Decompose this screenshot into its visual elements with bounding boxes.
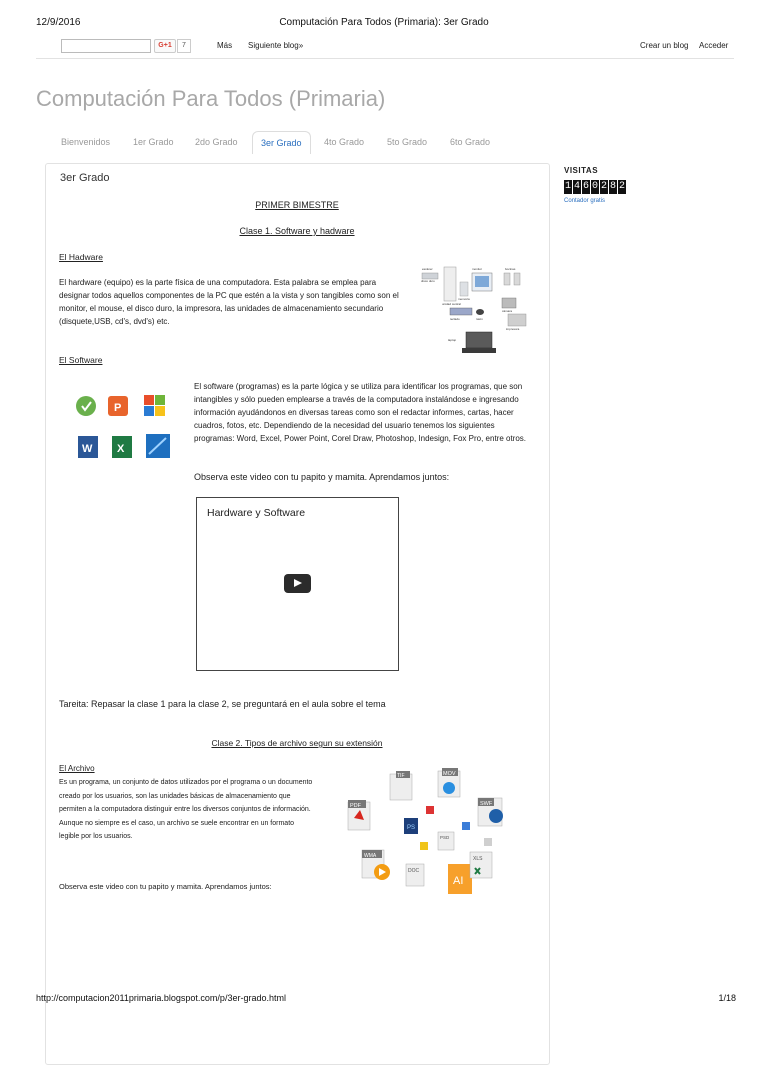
print-title: Computación Para Todos (Primaria): 3er Grado [279, 17, 489, 28]
file-type-doc: DOC [408, 868, 420, 874]
hw-label-speakers: bocinas [505, 267, 516, 271]
svg-text:P: P [114, 402, 122, 414]
tab-5to-grado[interactable]: 5to Grado [387, 137, 428, 147]
clase1-heading: Clase 1. Software y hadware [239, 226, 355, 236]
windows-icon [144, 395, 154, 405]
signin-link[interactable]: Acceder [699, 41, 729, 50]
hw-label-printer: impresora [506, 327, 520, 331]
more-link[interactable]: Más [217, 41, 233, 50]
file-type-psd: PSD [440, 835, 450, 840]
tab-2do-grado[interactable]: 2do Grado [195, 137, 238, 147]
video-intro-text: Observa este video con tu papito y mamita. Aprendamos juntos: [194, 472, 450, 482]
software-paragraph: El software (programas) es la parte lógica y se utiliza para identificar los programas, que son intangibles y sólo pueden emplearse a través de la computadora instalándose e ingresando información ayudándonos en diversas tareas como son el redactar informes, cartas, hacer cuadros, fotos, etc. Dependiendo de la necesidad del usuario tenemos los siguientes programas: Word, Excel, Power Point, Corel Draw, Photoshop, Indesign, Fox Pro, entre otros. [194, 382, 527, 443]
file-types-image [342, 768, 517, 895]
corel-icon [76, 396, 96, 416]
hardware-paragraph: El hardware (equipo) es la parte física de una computadora. Esta palabra se emplea para designar todos aquellos componentes de la PC que estén a la vista y son tangibles como son el monitor, el mouse, el disco duro, la impresora, las unidades de almacenamiento secundario (disquete,USB, cd's, dvd's) etc. [59, 278, 399, 326]
tareita-text: Tareita: Repasar la clase 1 para la clase 2, se preguntará en el aula sobre el tema [59, 699, 386, 709]
svg-text:W: W [82, 443, 93, 455]
file-type-mov: MOV [443, 771, 456, 777]
tab-1er-grado[interactable]: 1er Grado [133, 137, 174, 147]
hw-label-mouse: ratón [476, 317, 483, 321]
tab-bienvenidos[interactable]: Bienvenidos [61, 137, 111, 147]
counter-digit: 0 [591, 181, 598, 192]
hw-label-laptop: laptop [448, 338, 457, 342]
next-blog-link[interactable]: Siguiente blog» [248, 41, 304, 50]
gplus-count: 7 [177, 39, 191, 53]
file-type-tif: TIF [397, 773, 405, 779]
file-type-wma: WMA [364, 853, 377, 859]
print-date: 12/9/2016 [36, 17, 81, 28]
page-tabs [45, 131, 549, 161]
counter-link[interactable]: Contador gratis [564, 198, 606, 204]
hw-label-memory: memoria [458, 297, 470, 301]
blogger-navbar [36, 38, 734, 59]
hw-label-keyboard: teclado [450, 317, 460, 321]
hardware-diagram-image [418, 264, 528, 365]
software-heading: El Software [59, 355, 103, 365]
visit-counter [564, 180, 626, 194]
tab-3er-grado[interactable]: 3er Grado [252, 131, 311, 154]
file-type-pdf: PDF [350, 803, 361, 809]
video-intro-text-2: Observa este video con tu papito y mamita. Aprendamos juntos: [59, 882, 272, 891]
create-blog-link[interactable]: Crear un blog [640, 41, 689, 50]
hw-label-camera: cámara [502, 309, 513, 313]
page-url: http://computacion2011primaria.blogspot.com/p/3er-grado.html [36, 993, 286, 1003]
gplus-button[interactable]: G+1 [154, 39, 176, 53]
counter-digit: 6 [582, 181, 589, 192]
software-icons-image [74, 392, 178, 464]
play-icon[interactable] [284, 574, 311, 593]
file-type-swf: SWF [480, 801, 493, 807]
file-type-ai: AI [453, 875, 464, 887]
counter-digit: 4 [573, 181, 580, 192]
hw-label-hard-disk: disco duro [421, 279, 435, 283]
print-header [0, 17, 768, 31]
visitas-label: VISITAS [564, 166, 599, 175]
post-title: 3er Grado [60, 172, 110, 184]
video-title[interactable]: Hardware y Software [207, 507, 306, 519]
file-type-xls: XLS [473, 856, 483, 862]
tab-4to-grado[interactable]: 4to Grado [324, 137, 365, 147]
hw-label-scanner: escáner [422, 267, 433, 271]
svg-text:X: X [117, 443, 125, 455]
hw-label-cpu: unidad central [442, 302, 461, 306]
bimestre-heading: PRIMER BIMESTRE [255, 200, 339, 210]
page-number: 1/18 [718, 993, 736, 1003]
clase2-heading: Clase 2. Tipos de archivo segun su extensión [211, 738, 383, 748]
hw-label-monitor: monitor [472, 267, 483, 271]
counter-digit: 2 [600, 181, 607, 192]
archivo-heading: El Archivo [59, 764, 95, 773]
video-embed[interactable] [196, 497, 399, 671]
tab-6to-grado[interactable]: 6to Grado [450, 137, 491, 147]
counter-digit: 1 [564, 181, 571, 192]
hardware-heading: El Hadware [59, 252, 103, 262]
file-type-ps: PS [407, 825, 416, 831]
counter-digit: 8 [609, 181, 616, 192]
counter-digit: 2 [618, 181, 625, 192]
navbar-search-input[interactable] [61, 39, 151, 53]
blog-title[interactable]: Computación Para Todos (Primaria) [36, 86, 386, 111]
archivo-paragraph: Es un programa, un conjunto de datos utilizados por el programa o un documento creado por los usuarios, son las unidades básicas de almacenamiento que permiten a la computadora distinguir entre los diversos conjuntos de información. Aunque no siempre es el caso, un archivo se suele encontrar en un formato legible por los usuarios. [59, 779, 313, 840]
